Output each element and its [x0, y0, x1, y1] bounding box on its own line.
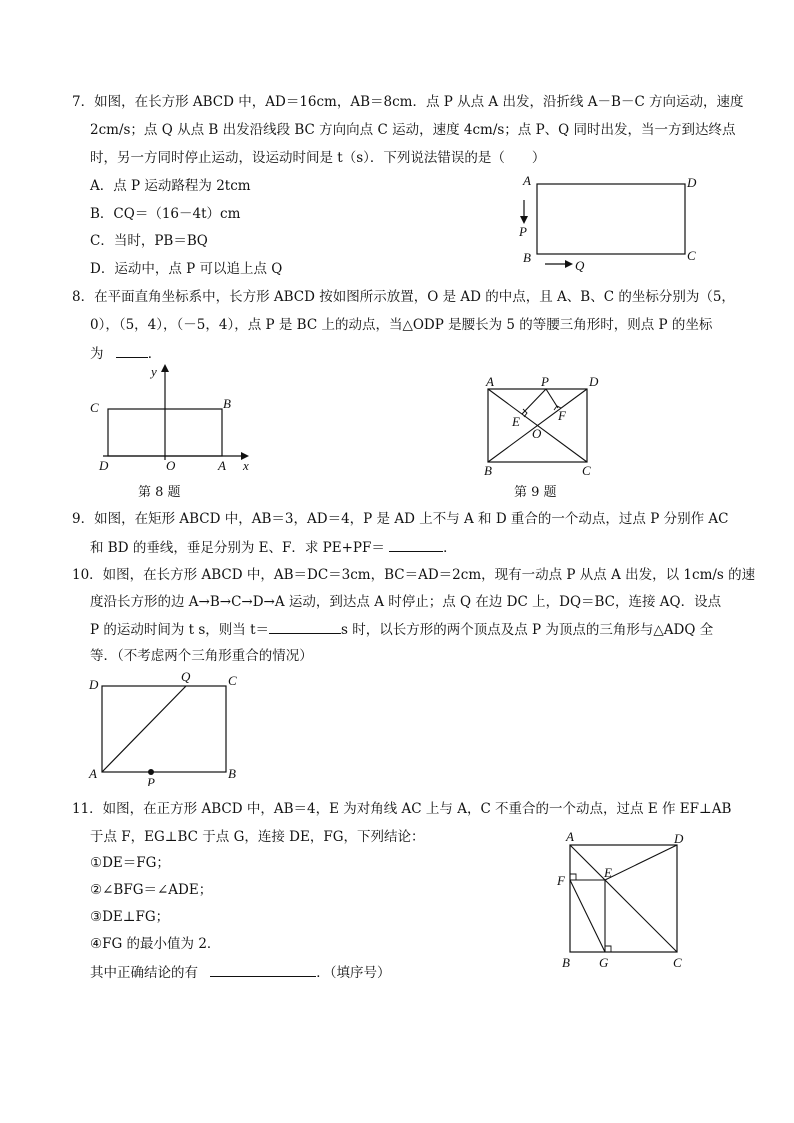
q8-label-c: C: [90, 400, 99, 415]
q9-label-e: E: [512, 414, 520, 429]
q10-label-q: Q: [181, 669, 191, 684]
q9-stem-line1: 9．如图，在矩形 ABCD 中，AB＝3，AD＝4，P 是 AD 上不与 A 和 D 重合的一个动点，过点 P 分别作 AC: [72, 511, 729, 527]
q11-stem-suffix: ．（填序号）: [316, 965, 391, 981]
q8-label-x: x: [243, 458, 249, 472]
q11-conclusion-2: ②∠BFG＝∠ADE；: [90, 882, 213, 898]
q11-answer-blank[interactable]: [210, 962, 316, 977]
q8-caption: 第 8 题: [138, 485, 181, 500]
q9-figure: [480, 372, 610, 480]
q7-figure: [515, 170, 705, 275]
q11-conclusion-3: ③DE⊥FG；: [90, 909, 170, 925]
q11-conclusion-4: ④FG 的最小值为 2．: [90, 936, 221, 952]
q11-stem-line2: 于点 F，EG⊥BC 于点 G，连接 DE，FG，下列结论：: [90, 829, 425, 845]
q10-label-p: P: [147, 775, 155, 786]
q11-label-a: A: [566, 829, 574, 844]
q8-answer-blank[interactable]: [116, 343, 148, 358]
q9-label-c: C: [582, 463, 591, 478]
q10-stem-line2: 度沿长方形的边 A→B→C→D→A 运动，到达点 A 时停止；点 Q 在边 DC 上，DQ＝BC，连接 AQ．设点: [90, 594, 722, 610]
q9-stem-prefix: 和 BD 的垂线，垂足分别为 E、F．求 PE+PF＝: [90, 540, 385, 556]
q7-option-c: C．当时，PB＝BQ: [90, 233, 208, 249]
q11-label-b: B: [562, 955, 570, 970]
q8-label-a: A: [218, 458, 226, 472]
q10-stem-line4: 等．（不考虑两个三角形重合的情况）: [90, 648, 313, 664]
q10-label-a: A: [89, 766, 97, 781]
q9-label-d: D: [589, 374, 599, 389]
q10-stem-line3: [90, 619, 713, 640]
q9-stem-line2: 和 BD 的垂线，垂足分别为 E、F．求 PE+PF＝ ．: [90, 537, 457, 558]
q11-label-c: C: [673, 955, 682, 970]
q10-stem-prefix: P 的运动时间为 t s，则当 t＝: [90, 622, 270, 638]
q10-figure: [85, 668, 245, 786]
q10-answer-blank[interactable]: [269, 619, 341, 634]
q11-figure: [552, 828, 692, 973]
q10-stem-suffix: s 时，以长方形的两个顶点及点 P 为顶点的三角形与△ADQ 全: [341, 622, 714, 638]
q8-stem-line2: 0），（5，4），（－5，4），点 P 是 BC 上的动点，当△ODP 是腰长为 5 的等腰三角形时，则点 P 的坐标: [90, 317, 713, 333]
q11-label-e: E: [604, 865, 612, 880]
q8-stem-line3: 为 ．: [90, 343, 161, 364]
q11-stem-answer-line: [90, 962, 391, 983]
q8-label-o: O: [166, 458, 176, 472]
q9-answer-blank[interactable]: [389, 537, 443, 552]
q10-stem-line1: 10．如图，在长方形 ABCD 中，AB＝DC＝3cm，BC＝AD＝2cm，现有一动点 P 从点 A 出发，以 1cm/s 的速: [72, 567, 756, 583]
q7-option-a: A．点 P 运动路程为 2tcm: [90, 178, 251, 194]
q7-option-b: B．CQ＝（16－4t）cm: [90, 206, 241, 222]
q7-label-a: A: [523, 173, 531, 188]
q7-label-b: B: [523, 250, 531, 265]
q8-label-d: D: [99, 458, 109, 472]
q8-label-y: y: [151, 364, 157, 379]
q10-label-c: C: [228, 673, 237, 688]
q9-label-b: B: [484, 463, 492, 478]
q7-label-c: C: [687, 248, 696, 263]
q10-label-d: D: [89, 677, 99, 692]
q9-label-p: P: [541, 374, 549, 389]
q7-stem-line3: 时，另一方同时停止运动，设运动时间是 t（s）．下列说法错误的是（ ）: [90, 150, 546, 166]
q11-label-d: D: [674, 831, 684, 846]
q7-option-d: D．运动中，点 P 可以追上点 Q: [90, 261, 283, 277]
q7-stem-line2: 2cm/s；点 Q 从点 B 出发沿线段 BC 方向向点 C 运动，速度 4cm/s；点 P、Q 同时出发，当一方到达终点: [90, 122, 736, 138]
q7-label-d: D: [687, 175, 697, 190]
q8-label-b: B: [223, 396, 231, 411]
q9-label-o: O: [532, 426, 542, 441]
q11-label-f: F: [557, 873, 565, 888]
q8-stem-line1: 8．在平面直角坐标系中，长方形 ABCD 按如图所示放置，O 是 AD 的中点，且 A、B、C 的坐标分别为（5，: [72, 289, 735, 305]
q9-label-a: A: [486, 374, 494, 389]
q7-label-p: P: [519, 224, 527, 239]
q9-caption: 第 9 题: [514, 485, 557, 500]
q8-figure: [85, 362, 260, 472]
q11-stem-line1: 11．如图，在正方形 ABCD 中，AB＝4，E 为对角线 AC 上与 A，C 不重合的一个动点，过点 E 作 EF⊥AB: [72, 801, 732, 817]
q9-label-f: F: [558, 408, 566, 423]
q11-label-g: G: [599, 955, 609, 970]
q8-stem-prefix: 为: [90, 346, 104, 362]
q11-conclusion-1: ①DE＝FG；: [90, 855, 170, 871]
q11-stem-prefix: 其中正确结论的有: [90, 965, 198, 981]
q7-stem-line1: 7．如图，在长方形 ABCD 中，AD＝16cm，AB＝8cm．点 P 从点 A 出发，沿折线 A－B－C 方向运动，速度: [72, 94, 744, 110]
q7-label-q: Q: [575, 258, 585, 273]
q10-label-b: B: [228, 766, 236, 781]
